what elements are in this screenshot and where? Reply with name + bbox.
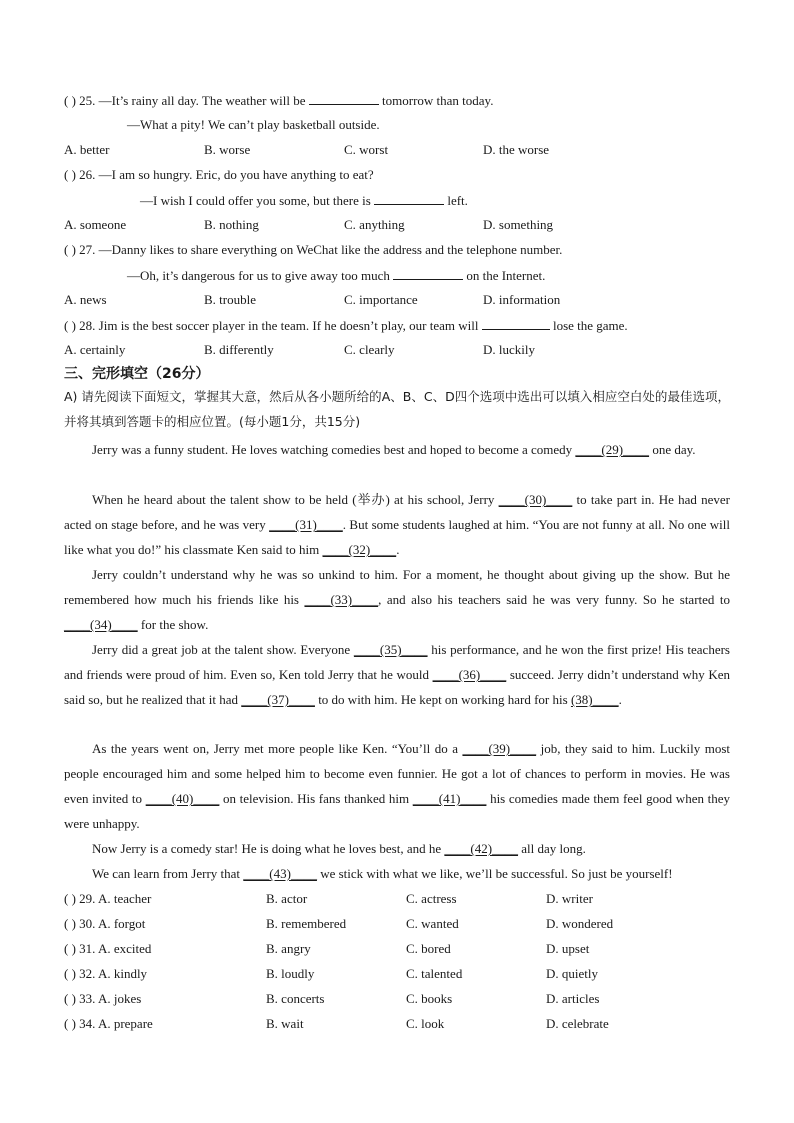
option-c: C. worst [344, 142, 389, 157]
blank-30: ____(30)____ [498, 492, 573, 507]
option-b: B. wait [266, 1016, 304, 1031]
option-b: B. nothing [204, 217, 259, 232]
option-d: D. wondered [546, 916, 614, 931]
option-c: C. wanted [406, 916, 459, 931]
option-d: D. luckily [483, 342, 535, 357]
instructions: A) 请先阅读下面短文，掌握其大意，然后从各小题所给的A、B、C、D四个选项中选出可以填入相应空白处的最佳选项，并将其填到答题卡的相应位置。(每小题1分，共15分) [64, 389, 730, 429]
passage-paragraph-2: When he heard about the talent show to be held (举办) at his school, Jerry ____(30)____ to take part in. He had never acted on stage before, and he was very ____(31)____. But some students laughed at him. “You are not funny at all. No one will like what you do!” his classmate Ken said to him ____(32)____. [64, 492, 730, 557]
answer-blank [393, 267, 463, 280]
question-26-reply: —I wish I could offer you some, but there is left. [140, 193, 468, 208]
option-d: D. the worse [483, 142, 550, 157]
option-c: C. look [406, 1016, 445, 1031]
option-b: B. differently [204, 342, 274, 357]
blank-41: ____(41)____ [412, 791, 487, 806]
option-d: D. information [483, 292, 561, 307]
question-28: ( ) 28. Jim is the best soccer player in the team. If he doesn’t play, our team will lose the game. [64, 318, 628, 333]
cloze-question-30: ( ) 30. A. forgot [64, 916, 146, 931]
option-d: D. celebrate [546, 1016, 609, 1031]
option-d: D. articles [546, 991, 600, 1006]
option-b: B. remembered [266, 916, 347, 931]
blank-36: ____(36)____ [432, 667, 507, 682]
answer-blank [374, 192, 444, 205]
option-b: B. trouble [204, 292, 256, 307]
option-c: C. importance [344, 292, 418, 307]
option-b: B. angry [266, 941, 311, 956]
blank-37: ____(37)____ [241, 692, 315, 707]
option-d: D. writer [546, 891, 593, 906]
option-b: B. concerts [266, 991, 325, 1006]
passage-paragraph-7: We can learn from Jerry that ____(43)____ we stick with what we like, we’ll be successful. So just be yourself! [92, 866, 673, 881]
option-a: A. certainly [64, 342, 126, 357]
section-heading: 三、完形填空（26分） [64, 366, 210, 382]
option-c: C. books [406, 991, 453, 1006]
option-d: D. quietly [546, 966, 598, 981]
answer-blank [482, 317, 550, 330]
option-c: C. clearly [344, 342, 395, 357]
option-b: B. worse [204, 142, 251, 157]
option-c: C. anything [344, 217, 405, 232]
option-d: D. something [483, 217, 554, 232]
passage-paragraph-4: Jerry did a great job at the talent show. Everyone ____(35)____ his performance, and he won the first prize! His teachers and friends were proud of him. Even so, Ken told Jerry that he would ____(36)____ succeed. Jerry didn’t understand why Ken said so, but he realized that it had ____(37)____ to do with him. He kept on working hard for his (38)____. [64, 642, 731, 707]
blank-38: (38)____ [570, 692, 619, 707]
option-d: D. upset [546, 941, 590, 956]
answer-blank [309, 92, 379, 105]
option-c: C. bored [406, 941, 451, 956]
option-c: C. actress [406, 891, 457, 906]
cloze-question-33: ( ) 33. A. jokes [64, 991, 142, 1006]
cloze-question-29: ( ) 29. A. teacher [64, 891, 152, 906]
blank-32: ____(32)____ [322, 542, 397, 557]
question-27: ( ) 27. —Danny likes to share everything on WeChat like the address and the telephone number. [64, 242, 563, 257]
option-a: A. someone [64, 217, 127, 232]
question-27-reply: —Oh, it’s dangerous for us to give away too much on the Internet. [127, 268, 546, 283]
blank-31: ____(31)____ [269, 517, 343, 532]
option-b: B. loudly [266, 966, 315, 981]
question-25-reply: —What a pity! We can’t play basketball outside. [127, 117, 380, 132]
blank-35: ____(35)____ [353, 642, 428, 657]
blank-43: ____(43)____ [243, 866, 317, 881]
passage-paragraph-1: Jerry was a funny student. He loves watching comedies best and hoped to become a comedy ____(29)____ one day. [92, 442, 696, 457]
cloze-question-31: ( ) 31. A. excited [64, 941, 152, 956]
option-c: C. talented [406, 966, 463, 981]
passage-paragraph-3: Jerry couldn’t understand why he was so unkind to him. For a moment, he thought about giving up the show. But he remembered how much his friends like his ____(33)____, and also his teachers said he was very funny. So he started to ____(34)____ for the show. [64, 567, 730, 632]
blank-29: ____(29)____ [575, 442, 650, 457]
option-b: B. actor [266, 891, 308, 906]
cloze-question-34: ( ) 34. A. prepare [64, 1016, 153, 1031]
blank-39: ____(39)____ [462, 741, 537, 756]
blank-40: ____(40)____ [145, 791, 220, 806]
question-25: ( ) 25. —It’s rainy all day. The weather will be tomorrow than today. [64, 93, 494, 108]
blank-33: ____(33)____ [304, 592, 379, 607]
option-a: A. news [64, 292, 107, 307]
passage-paragraph-6: Now Jerry is a comedy star! He is doing what he loves best, and he ____(42)____ all day long. [92, 841, 586, 856]
option-a: A. better [64, 142, 110, 157]
cloze-question-32: ( ) 32. A. kindly [64, 966, 148, 981]
question-26: ( ) 26. —I am so hungry. Eric, do you have anything to eat? [64, 167, 374, 182]
blank-34: ____(34)____ [64, 617, 138, 632]
blank-42: ____(42)____ [444, 841, 519, 856]
passage-paragraph-5: As the years went on, Jerry met more people like Ken. “You’ll do a ____(39)____ job, they said to him. Luckily most people encouraged him and some helped him to become even funnier. He got a lot of chances to perform in movies. He was even invited to ____(40)____ on television. His fans thanked him ____(41)____ his comedies made them feel good when they were unhappy. [64, 741, 730, 831]
